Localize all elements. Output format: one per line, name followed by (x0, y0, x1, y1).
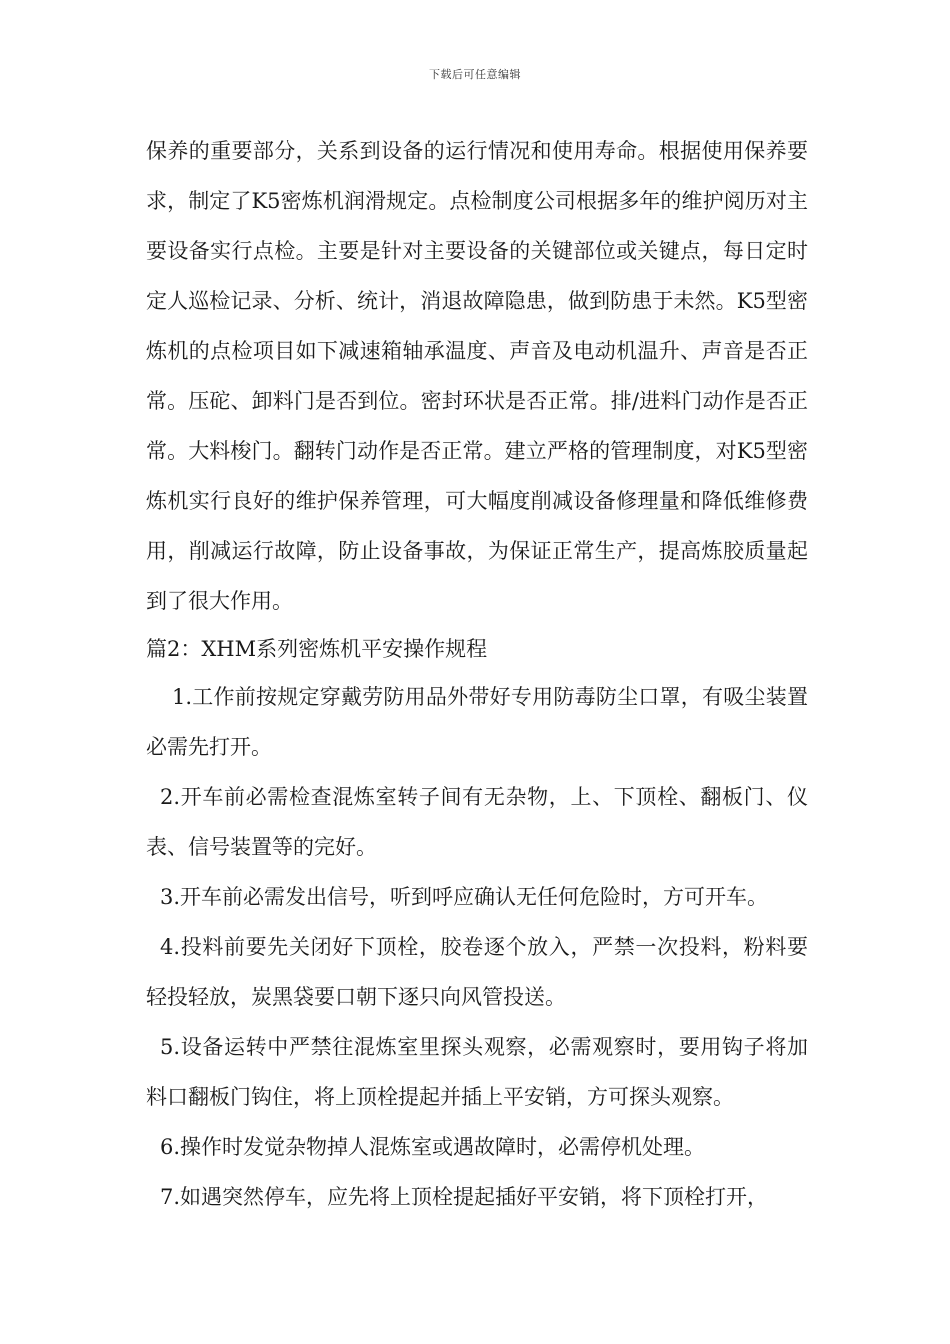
list-item: 1.工作前按规定穿戴劳防用品外带好专用防毒防尘口罩，有吸尘装置必需先打开。 (146, 685, 808, 759)
document-body (146, 126, 808, 1222)
page-header: 下载后可任意编辑 (429, 68, 521, 81)
list-item: 3.开车前必需发出信号，听到呼应确认无任何危险时，方可开车。 (160, 885, 769, 909)
list-item: 5.设备运转中严禁往混炼室里探头观察，必需观察时，要用钩子将加料口翻板门钩住，将上顶栓提起并插上平安销，方可探头观察。 (146, 1035, 808, 1109)
list-item: 4.投料前要先关闭好下顶栓，胶卷逐个放入，严禁一次投料，粉料要轻投轻放，炭黑袋要口朝下逐只向风管投送。 (146, 935, 808, 1009)
list-item: 7.如遇突然停车，应先将上顶栓提起插好平安销，将下顶栓打开， (160, 1185, 769, 1209)
intro-paragraph: 保养的重要部分，关系到设备的运行情况和使用寿命。根据使用保养要求，制定了K5密炼机润滑规定。点检制度公司根据多年的维护阅历对主要设备实行点检。主要是针对主要设备的关键部位或关键点，每日定时定人巡检记录、分析、统计，消退故障隐患，做到防患于未然。K5型密炼机的点检项目如下减速箱轴承温度、声音及电动机温升、声音是否正常。压砣、卸料门是否到位。密封环状是否正常。排/进料门动作是否正常。大料梭门。翻转门动作是否正常。建立严格的管理制度，对K5型密炼机实行良好的维护保养管理，可大幅度削减设备修理量和降低维修费用，削减运行故障，防止设备事故，为保证正常生产，提高炼胶质量起到了很大作用。 (146, 139, 808, 613)
list-item: 2.开车前必需检查混炼室转子间有无杂物，上、下顶栓、翻板门、仪表、信号装置等的完好。 (146, 785, 808, 859)
section-title: 篇2：XHM系列密炼机平安操作规程 (146, 637, 488, 661)
list-item: 6.操作时发觉杂物掉人混炼室或遇故障时，必需停机处理。 (160, 1135, 706, 1159)
